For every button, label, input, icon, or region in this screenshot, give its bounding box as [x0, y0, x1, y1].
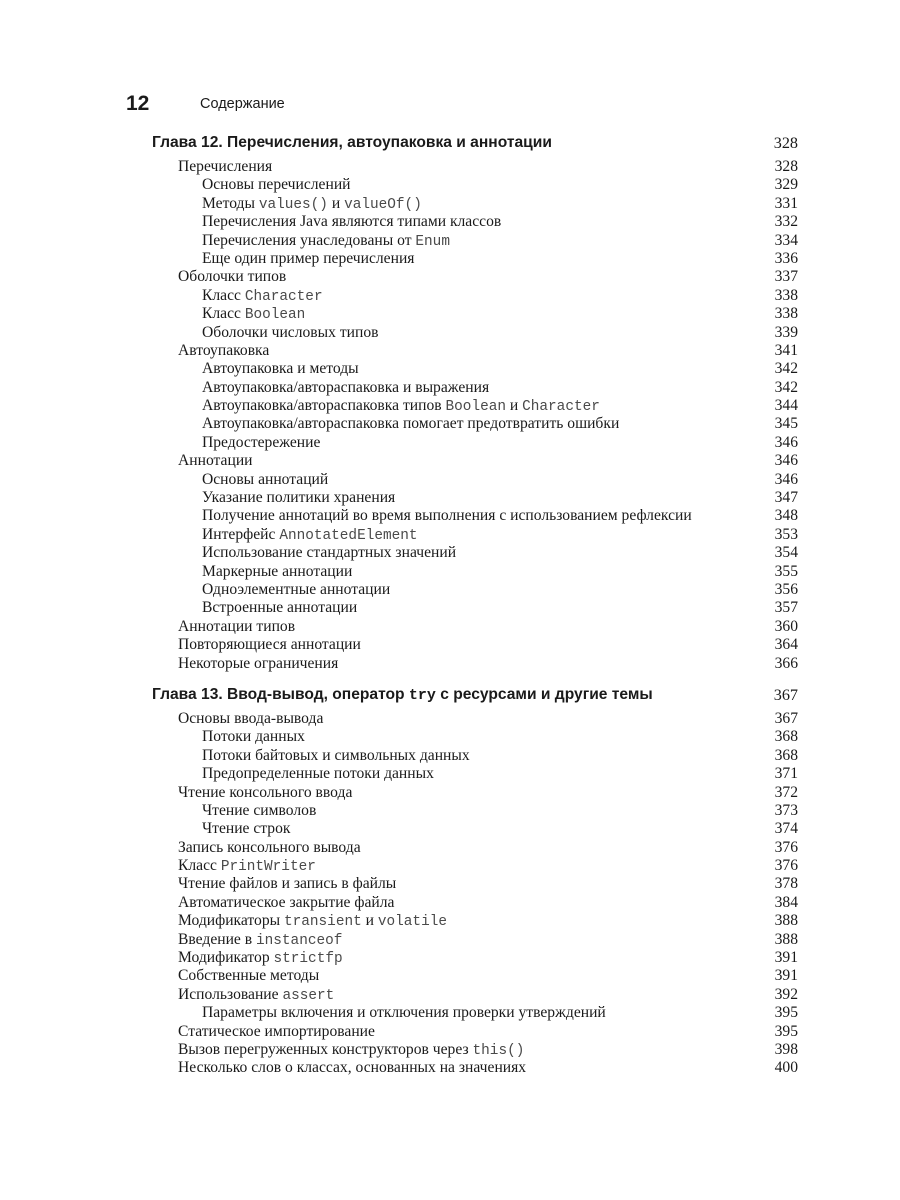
toc-entry[interactable] — [152, 618, 798, 636]
chapter-title-code: try — [408, 686, 436, 704]
entry-page-number: 372 — [774, 783, 798, 801]
entry-page-number: 373 — [774, 801, 798, 819]
entry-text: Оболочки типов — [178, 268, 287, 286]
entry-title — [178, 618, 295, 636]
entry-text: Класс — [178, 857, 221, 875]
entry-page-number: 339 — [774, 323, 798, 341]
entry-page-number: 346 — [774, 470, 798, 488]
toc-chapter — [152, 683, 798, 1078]
entry-title — [202, 820, 290, 838]
toc-entry[interactable] — [152, 710, 798, 728]
page-header — [126, 92, 826, 122]
entry-page-number: 400 — [774, 1059, 798, 1077]
entry-text: Автоупаковка/автораспаковка и выражения — [202, 378, 490, 396]
entry-page-number: 342 — [774, 360, 798, 378]
entry-title — [202, 213, 501, 231]
toc-entry[interactable] — [152, 397, 798, 415]
toc-entry[interactable] — [152, 728, 798, 746]
entry-code: this() — [472, 1042, 525, 1059]
entry-page-number: 367 — [774, 709, 798, 727]
toc-entry[interactable] — [152, 232, 798, 250]
entry-text: Автоупаковка и методы — [202, 360, 359, 378]
entry-page-number: 391 — [774, 967, 798, 985]
entry-text: Чтение файлов и запись в файлы — [178, 875, 397, 893]
chapter-title — [152, 683, 653, 708]
entry-text: Интерфейс — [202, 525, 280, 543]
toc-entry[interactable] — [152, 747, 798, 765]
entry-title — [178, 342, 269, 360]
entry-text: Перечисления унаследованы от — [202, 231, 416, 249]
toc-entry[interactable] — [152, 839, 798, 857]
entry-page-number: 384 — [774, 893, 798, 911]
toc-entry[interactable] — [152, 250, 798, 268]
entry-page-number: 388 — [774, 912, 798, 930]
entry-code: instanceof — [256, 932, 343, 949]
toc-entry[interactable] — [152, 434, 798, 452]
toc-entry[interactable] — [152, 894, 798, 912]
toc-chapter-heading[interactable] — [152, 131, 798, 155]
entry-page-number: 338 — [774, 305, 798, 323]
toc-entry[interactable] — [152, 158, 798, 176]
entry-text: Потоки данных — [202, 728, 305, 746]
entry-title — [202, 747, 470, 765]
toc-entry[interactable] — [152, 967, 798, 985]
toc-entry[interactable] — [152, 489, 798, 507]
entry-title — [178, 158, 272, 176]
entry-text: и — [361, 912, 378, 930]
entry-title — [202, 526, 418, 545]
entry-text: Вызов перегруженных конструкторов через — [178, 1040, 473, 1058]
chapter-page-number: 328 — [773, 134, 798, 152]
chapter-page-number: 367 — [773, 685, 798, 704]
entry-title — [202, 599, 357, 617]
entry-code: values() — [258, 196, 328, 213]
entry-title — [202, 1004, 606, 1022]
entry-page-number: 341 — [774, 341, 798, 359]
entry-page-number: 366 — [774, 654, 798, 672]
toc-entry[interactable] — [152, 875, 798, 893]
toc-entry[interactable] — [152, 1004, 798, 1022]
entry-page-number: 392 — [774, 985, 798, 1003]
toc-entry[interactable] — [152, 452, 798, 470]
entry-page-number: 342 — [774, 378, 798, 396]
entry-page-number: 391 — [774, 949, 798, 967]
entry-text: Маркерные аннотации — [202, 562, 353, 580]
entry-title — [202, 507, 692, 525]
entry-page-number: 331 — [774, 194, 798, 212]
entry-code: valueOf() — [344, 196, 422, 213]
entry-title — [202, 397, 600, 416]
entry-page-number: 345 — [774, 415, 798, 433]
entry-page-number: 346 — [774, 433, 798, 451]
entry-title — [178, 710, 323, 728]
entry-page-number: 354 — [774, 544, 798, 562]
toc-entry[interactable] — [152, 544, 798, 562]
entry-page-number: 337 — [774, 268, 798, 286]
entry-code: PrintWriter — [220, 859, 316, 876]
entry-title — [178, 1059, 526, 1077]
toc-entry[interactable] — [152, 379, 798, 397]
toc-entry[interactable] — [152, 563, 798, 581]
toc-entry[interactable] — [152, 931, 798, 949]
entry-text: Чтение консольного ввода — [178, 783, 353, 801]
toc-entry[interactable] — [152, 305, 798, 323]
entry-page-number: 347 — [774, 489, 798, 507]
entry-text: Получение аннотаций во время выполнения с использованием рефлексии — [202, 507, 692, 525]
entry-page-number: 360 — [774, 617, 798, 635]
entry-text: Введение в — [178, 930, 257, 948]
entry-text: Автоупаковка — [178, 341, 270, 359]
entry-text: Автоупаковка/автораспаковка помогает предотвратить ошибки — [202, 415, 620, 433]
toc-entry[interactable] — [152, 287, 798, 305]
entry-code: Character — [244, 288, 323, 305]
entry-title — [202, 544, 456, 562]
entry-page-number: 338 — [774, 286, 798, 304]
entry-page-number: 378 — [774, 875, 798, 893]
entry-title — [178, 857, 316, 876]
entry-text: Основы ввода-вывода — [178, 709, 324, 727]
entry-title — [178, 452, 253, 470]
toc-entry[interactable] — [152, 268, 798, 286]
entry-page-number: 388 — [774, 930, 798, 948]
entry-text: Параметры включения и отключения проверки утверждений — [202, 1004, 606, 1022]
entry-code: assert — [282, 987, 335, 1004]
entry-title — [178, 949, 343, 968]
entry-text: Некоторые ограничения — [178, 654, 339, 672]
entry-title — [202, 379, 489, 397]
entry-page-number: 368 — [774, 728, 798, 746]
entry-page-number: 357 — [774, 599, 798, 617]
entry-title — [178, 967, 319, 985]
toc-entry[interactable] — [152, 342, 798, 360]
toc-chapter-heading[interactable] — [152, 683, 798, 707]
entry-page-number: 328 — [774, 158, 798, 175]
entry-page-number: 376 — [774, 838, 798, 856]
entry-title — [202, 250, 414, 268]
toc-entry[interactable] — [152, 1041, 798, 1059]
entry-text: Одноэлементные аннотации — [202, 580, 391, 598]
toc-entry[interactable] — [152, 507, 798, 525]
entry-title — [178, 784, 352, 802]
toc-entry[interactable] — [152, 1059, 798, 1077]
running-head: Содержание — [200, 96, 285, 112]
entry-text: Основы аннотаций — [202, 470, 329, 488]
toc-entry[interactable] — [152, 857, 798, 875]
entry-text: Модификаторы — [178, 912, 284, 930]
entry-page-number: 334 — [774, 231, 798, 249]
entry-title — [202, 471, 328, 489]
entry-page-number: 346 — [774, 452, 798, 470]
toc-entry[interactable] — [152, 195, 798, 213]
entry-title — [202, 415, 619, 433]
entry-code: Boolean — [244, 307, 306, 324]
toc-entry[interactable] — [152, 802, 798, 820]
entry-text: Предостережение — [202, 433, 321, 451]
toc-entry[interactable] — [152, 213, 798, 231]
entry-page-number: 395 — [774, 1022, 798, 1040]
entry-page-number: 376 — [774, 857, 798, 875]
toc-entry[interactable] — [152, 526, 798, 544]
toc-entry[interactable] — [152, 636, 798, 654]
entry-text: Собственные методы — [178, 967, 320, 985]
entry-title — [202, 176, 351, 194]
toc-entry[interactable] — [152, 986, 798, 1004]
entry-title — [202, 195, 422, 214]
toc-entry[interactable] — [152, 360, 798, 378]
entry-text: Еще один пример перечисления — [202, 249, 415, 267]
entry-text: Чтение символов — [202, 801, 317, 819]
entry-text: Указание политики хранения — [202, 489, 396, 507]
entry-title — [202, 434, 320, 452]
toc-entry[interactable] — [152, 415, 798, 433]
toc-entry[interactable] — [152, 1023, 798, 1041]
toc-chapter — [152, 131, 798, 673]
entry-page-number: 371 — [774, 765, 798, 783]
entry-text: Основы перечислений — [202, 176, 351, 194]
entry-page-number: 355 — [774, 562, 798, 580]
toc-entry[interactable] — [152, 820, 798, 838]
entry-text: Использование — [178, 985, 283, 1003]
page-number: 12 — [126, 92, 150, 115]
entry-title — [202, 765, 434, 783]
entry-code: volatile — [377, 914, 447, 931]
entry-title — [202, 581, 390, 599]
entry-title — [202, 287, 323, 306]
entry-title — [178, 636, 361, 654]
toc-entry[interactable] — [152, 912, 798, 930]
entry-page-number: 374 — [774, 820, 798, 838]
entry-page-number: 368 — [774, 746, 798, 764]
entry-text: Перечисления — [178, 158, 273, 175]
entry-text: и — [505, 397, 523, 415]
entry-page-number: 395 — [774, 1004, 798, 1022]
entry-text: Предопределенные потоки данных — [202, 765, 434, 783]
entry-code: Boolean — [445, 399, 506, 416]
entry-title — [178, 268, 286, 286]
entry-page-number: 336 — [774, 249, 798, 267]
entry-text: Оболочки числовых типов — [202, 323, 379, 341]
toc-entry[interactable] — [152, 784, 798, 802]
entry-text: Автоматическое закрытие файла — [178, 893, 395, 911]
chapter-title-text: Глава 12. Перечисления, автоупаковка и аннотации — [152, 134, 552, 151]
table-of-contents — [152, 131, 798, 1088]
entry-page-number: 356 — [774, 580, 798, 598]
entry-page-number: 364 — [774, 636, 798, 654]
entry-page-number: 332 — [774, 213, 798, 231]
entry-title — [178, 986, 334, 1005]
entry-page-number: 329 — [774, 176, 798, 194]
entry-title — [178, 1041, 524, 1060]
chapter-title-text: с ресурсами и другие темы — [435, 685, 653, 703]
entry-title — [202, 324, 379, 342]
entry-title — [202, 563, 352, 581]
entry-text: Автоупаковка/автораспаковка типов — [202, 397, 446, 415]
entry-text: Потоки байтовых и символьных данных — [202, 746, 470, 764]
entry-title — [178, 655, 338, 673]
entry-text: Использование стандартных значений — [202, 544, 457, 562]
entry-text: Встроенные аннотации — [202, 599, 358, 617]
entry-code: transient — [284, 914, 362, 931]
chapter-title — [152, 131, 552, 155]
entry-page-number: 348 — [774, 507, 798, 525]
toc-entry[interactable] — [152, 765, 798, 783]
entry-text: Аннотации типов — [178, 617, 296, 635]
toc-entry[interactable] — [152, 324, 798, 342]
entry-title — [202, 489, 395, 507]
entry-title — [178, 839, 361, 857]
entry-text: Класс — [202, 286, 245, 304]
entry-page-number: 353 — [774, 525, 798, 543]
entry-code: strictfp — [273, 951, 343, 968]
entry-title — [178, 875, 396, 893]
entry-text: и — [327, 194, 345, 212]
entry-text: Чтение строк — [202, 820, 291, 838]
entry-title — [202, 305, 305, 324]
toc-entry[interactable] — [152, 655, 798, 673]
entry-text: Модификатор — [178, 949, 274, 967]
entry-page-number: 344 — [774, 397, 798, 415]
entry-text: Класс — [202, 305, 245, 323]
toc-entry[interactable] — [152, 471, 798, 489]
entry-text: Повторяющиеся аннотации — [178, 636, 361, 654]
entry-code: Character — [522, 399, 600, 416]
entry-title — [178, 1023, 375, 1041]
entry-title — [202, 232, 450, 251]
entry-code: Enum — [415, 233, 450, 250]
entry-text: Перечисления Java являются типами классов — [202, 213, 502, 231]
entry-title — [202, 360, 359, 378]
entry-page-number: 398 — [774, 1040, 798, 1058]
entry-title — [178, 894, 394, 912]
chapter-title-text: Глава 13. Ввод-вывод, оператор — [152, 685, 409, 703]
entry-title — [178, 931, 342, 950]
entry-code: AnnotatedElement — [279, 527, 418, 544]
toc-entry[interactable] — [152, 949, 798, 967]
toc-entry[interactable] — [152, 581, 798, 599]
entry-text: Запись консольного вывода — [178, 838, 361, 856]
toc-entry[interactable] — [152, 176, 798, 194]
entry-title — [202, 802, 316, 820]
toc-entry[interactable] — [152, 599, 798, 617]
entry-title — [178, 912, 447, 931]
entry-text: Аннотации — [178, 452, 253, 470]
entry-text: Статическое импортирование — [178, 1022, 375, 1040]
entry-title — [202, 728, 305, 746]
entry-text: Несколько слов о классах, основанных на значениях — [178, 1059, 527, 1077]
entry-text: Методы — [202, 194, 259, 212]
